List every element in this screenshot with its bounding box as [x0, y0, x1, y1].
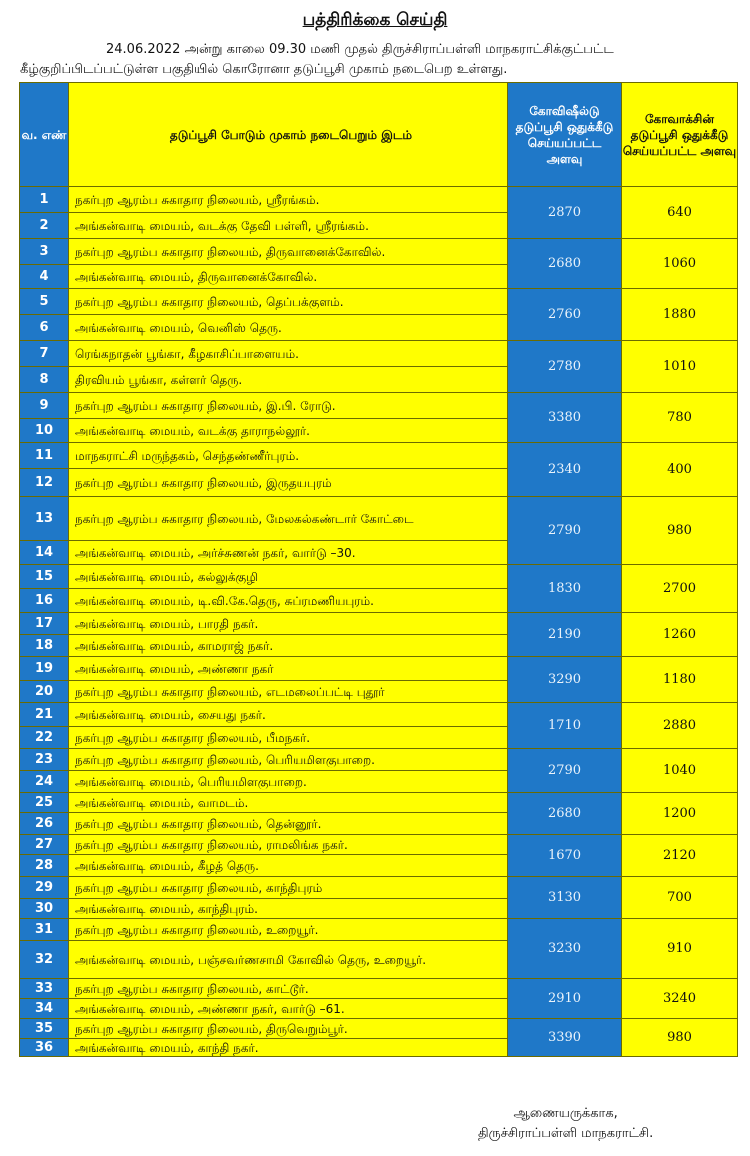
- row-serial-no: 3: [20, 239, 69, 265]
- row-camp-location: நகர்புற ஆரம்ப சுகாதார நிலையம், திருவானைக்கோவில்.: [69, 239, 508, 265]
- row-camp-location: அங்கன்வாடி மையம், திருவானைக்கோவில்.: [69, 265, 508, 289]
- row-serial-no: 10: [20, 419, 69, 443]
- signoff: [478, 1104, 653, 1144]
- row-serial-no: 11: [20, 443, 69, 469]
- row-serial-no: 23: [20, 749, 69, 771]
- row-serial-no: 9: [20, 393, 69, 419]
- table-row: [20, 565, 738, 589]
- row-camp-location: அங்கன்வாடி மையம், வெனிஸ் தெரு.: [69, 315, 508, 341]
- row-serial-no: 17: [20, 613, 69, 635]
- row-camp-location: நகர்புற ஆரம்ப சுகாதார நிலையம், ராமலிங்க நகர்.: [69, 835, 508, 855]
- row-camp-location: அங்கன்வாடி மையம், வடக்கு தாராநல்லூர்.: [69, 419, 508, 443]
- covaxin-allocation: 910: [622, 919, 738, 979]
- row-camp-location: அங்கன்வாடி மையம், காமராஜ் நகர்.: [69, 635, 508, 657]
- row-serial-no: 13: [20, 497, 69, 541]
- row-camp-location: நகர்புற ஆரம்ப சுகாதார நிலையம், பெரியமிளகுபாறை.: [69, 749, 508, 771]
- covishield-allocation: 2680: [508, 239, 622, 289]
- table-row: [20, 239, 738, 265]
- row-serial-no: 34: [20, 999, 69, 1019]
- row-serial-no: 25: [20, 793, 69, 813]
- covaxin-allocation: 980: [622, 497, 738, 565]
- header-covaxin-allocation: கோவாக்சின் தடுப்பூசி ஒதுக்கீடு செய்யப்பட்ட அளவு: [622, 83, 738, 187]
- table-row: [20, 919, 738, 941]
- row-camp-location: நகர்புற ஆரம்ப சுகாதார நிலையம், காந்திபுரம்: [69, 877, 508, 899]
- row-camp-location: அங்கன்வாடி மையம், காந்திபுரம்.: [69, 899, 508, 919]
- covishield-allocation: 1830: [508, 565, 622, 613]
- row-camp-location: அங்கன்வாடி மையம், டி.வி.கே.தெரு, சுப்ரமணியபுரம்.: [69, 589, 508, 613]
- row-camp-location: அங்கன்வாடி மையம், காந்தி நகர்.: [69, 1039, 508, 1057]
- table-row: [20, 835, 738, 855]
- header-camp-location: தடுப்பூசி போடும் முகாம் நடைபெறும் இடம்: [69, 83, 508, 187]
- table-row: [20, 749, 738, 771]
- row-camp-location: நகர்புற ஆரம்ப சுகாதார நிலையம், பீமநகர்.: [69, 727, 508, 749]
- covaxin-allocation: 1260: [622, 613, 738, 657]
- row-camp-location: அங்கன்வாடி மையம், பாரதி நகர்.: [69, 613, 508, 635]
- row-camp-location: அங்கன்வாடி மையம், வடக்கு தேவி பள்ளி, ஸ்ரீரங்கம்.: [69, 213, 508, 239]
- intro-line-2: கீழ்குறிப்பிடப்பட்டுள்ள பகுதியில் கொரோனா தடுப்பூசி முகாம் நடைபெற உள்ளது.: [20, 62, 508, 77]
- row-serial-no: 4: [20, 265, 69, 289]
- table-header-row: [20, 83, 738, 187]
- row-camp-location: நகர்புற ஆரம்ப சுகாதார நிலையம், உறையூர்.: [69, 919, 508, 941]
- row-serial-no: 5: [20, 289, 69, 315]
- covaxin-allocation: 780: [622, 393, 738, 443]
- covaxin-allocation: 3240: [622, 979, 738, 1019]
- row-camp-location: அங்கன்வாடி மையம், அண்ணா நகர்: [69, 657, 508, 681]
- covishield-allocation: 1670: [508, 835, 622, 877]
- row-camp-location: நகர்புற ஆரம்ப சுகாதார நிலையம், காட்டூர்.: [69, 979, 508, 999]
- covishield-allocation: 2190: [508, 613, 622, 657]
- row-serial-no: 7: [20, 341, 69, 367]
- row-serial-no: 22: [20, 727, 69, 749]
- table-row: [20, 793, 738, 813]
- row-serial-no: 36: [20, 1039, 69, 1057]
- row-serial-no: 27: [20, 835, 69, 855]
- covaxin-allocation: 400: [622, 443, 738, 497]
- covaxin-allocation: 1060: [622, 239, 738, 289]
- row-camp-location: அங்கன்வாடி மையம், கீழத் தெரு.: [69, 855, 508, 877]
- row-serial-no: 18: [20, 635, 69, 657]
- row-camp-location: நகர்புற ஆரம்ப சுகாதார நிலையம், இருதயபுரம்: [69, 469, 508, 497]
- row-serial-no: 30: [20, 899, 69, 919]
- header-covishield-allocation: கோவிஷீல்டு தடுப்பூசி ஒதுக்கீடு செய்யப்பட்ட அளவு: [508, 83, 622, 187]
- intro-line-1: 24.06.2022 அன்று காலை 09.30 மணி முதல் திருச்சிராப்பள்ளி மாநகராட்சிக்குட்பட்ட: [106, 42, 614, 57]
- table-row: [20, 393, 738, 419]
- covaxin-allocation: 1180: [622, 657, 738, 703]
- table-row: [20, 443, 738, 469]
- page-title: பத்திரிக்கை செய்தி: [302, 10, 448, 30]
- covishield-allocation: 2780: [508, 341, 622, 393]
- table-row: [20, 979, 738, 999]
- row-camp-location: நகர்புற ஆரம்ப சுகாதார நிலையம், எடமலைப்பட்டி புதூர்: [69, 681, 508, 703]
- row-serial-no: 35: [20, 1019, 69, 1039]
- table-row: [20, 341, 738, 367]
- covishield-allocation: 2790: [508, 497, 622, 565]
- row-camp-location: நகர்புற ஆரம்ப சுகாதார நிலையம், இ.பி. ரோடு.: [69, 393, 508, 419]
- row-camp-location: அங்கன்வாடி மையம், அர்ச்சுணன் நகர், வார்டு –30.: [69, 541, 508, 565]
- table-row: [20, 877, 738, 899]
- row-serial-no: 32: [20, 941, 69, 979]
- table-body: [20, 187, 738, 1057]
- row-serial-no: 19: [20, 657, 69, 681]
- table-row: [20, 703, 738, 727]
- covishield-allocation: 2680: [508, 793, 622, 835]
- row-camp-location: மாநகராட்சி மருந்தகம், செந்தண்ணீர்புரம்.: [69, 443, 508, 469]
- covishield-allocation: 2340: [508, 443, 622, 497]
- table-row: [20, 187, 738, 213]
- header-serial-no: வ. எண்: [20, 83, 69, 187]
- table-row: [20, 289, 738, 315]
- row-serial-no: 29: [20, 877, 69, 899]
- covaxin-allocation: 1200: [622, 793, 738, 835]
- row-serial-no: 33: [20, 979, 69, 999]
- row-serial-no: 8: [20, 367, 69, 393]
- row-camp-location: நகர்புற ஆரம்ப சுகாதார நிலையம், ஸ்ரீரங்கம்.: [69, 187, 508, 213]
- covaxin-allocation: 700: [622, 877, 738, 919]
- covaxin-allocation: 2700: [622, 565, 738, 613]
- row-serial-no: 21: [20, 703, 69, 727]
- covishield-allocation: 2910: [508, 979, 622, 1019]
- row-serial-no: 14: [20, 541, 69, 565]
- vaccination-camp-table: [19, 82, 738, 1057]
- intro-paragraph: [20, 40, 735, 80]
- covishield-allocation: 3130: [508, 877, 622, 919]
- row-serial-no: 26: [20, 813, 69, 835]
- covishield-allocation: 2870: [508, 187, 622, 239]
- covaxin-allocation: 2120: [622, 835, 738, 877]
- row-camp-location: அங்கன்வாடி மையம், பெரியமிளகுபாறை.: [69, 771, 508, 793]
- row-camp-location: திரவியம் பூங்கா, கள்ளர் தெரு.: [69, 367, 508, 393]
- row-serial-no: 15: [20, 565, 69, 589]
- covaxin-allocation: 1880: [622, 289, 738, 341]
- covaxin-allocation: 980: [622, 1019, 738, 1057]
- row-serial-no: 12: [20, 469, 69, 497]
- covaxin-allocation: 1010: [622, 341, 738, 393]
- row-camp-location: நகர்புற ஆரம்ப சுகாதார நிலையம், திருவெறும்பூர்.: [69, 1019, 508, 1039]
- covishield-allocation: 3290: [508, 657, 622, 703]
- row-camp-location: அங்கன்வாடி மையம், அண்ணா நகர், வார்டு –61.: [69, 999, 508, 1019]
- covaxin-allocation: 1040: [622, 749, 738, 793]
- signoff-line-2: திருச்சிராப்பள்ளி மாநகராட்சி.: [478, 1126, 654, 1141]
- covaxin-allocation: 640: [622, 187, 738, 239]
- row-serial-no: 6: [20, 315, 69, 341]
- covishield-allocation: 2790: [508, 749, 622, 793]
- row-serial-no: 28: [20, 855, 69, 877]
- table-row: [20, 657, 738, 681]
- row-camp-location: அங்கன்வாடி மையம், வாமடம்.: [69, 793, 508, 813]
- row-camp-location: நகர்புற ஆரம்ப சுகாதார நிலையம், மேலகல்கண்டார் கோட்டை: [69, 497, 508, 541]
- row-camp-location: அங்கன்வாடி மையம், பஞ்சவர்ணசாமி கோவில் தெரு, உறையூர்.: [69, 941, 508, 979]
- covishield-allocation: 3380: [508, 393, 622, 443]
- table-row: [20, 613, 738, 635]
- row-camp-location: அங்கன்வாடி மையம், சையது நகர்.: [69, 703, 508, 727]
- row-camp-location: ரெங்கநாதன் பூங்கா, கீழகாசிப்பாளையம்.: [69, 341, 508, 367]
- row-camp-location: நகர்புற ஆரம்ப சுகாதார நிலையம், தென்னூர்.: [69, 813, 508, 835]
- covishield-allocation: 2760: [508, 289, 622, 341]
- covishield-allocation: 1710: [508, 703, 622, 749]
- table-row: [20, 1019, 738, 1039]
- covishield-allocation: 3230: [508, 919, 622, 979]
- table-row: [20, 497, 738, 541]
- row-serial-no: 20: [20, 681, 69, 703]
- row-serial-no: 16: [20, 589, 69, 613]
- row-camp-location: அங்கன்வாடி மையம், கல்லுக்குழி: [69, 565, 508, 589]
- row-camp-location: நகர்புற ஆரம்ப சுகாதார நிலையம், தெப்பக்குளம்.: [69, 289, 508, 315]
- row-serial-no: 1: [20, 187, 69, 213]
- row-serial-no: 24: [20, 771, 69, 793]
- row-serial-no: 2: [20, 213, 69, 239]
- covishield-allocation: 3390: [508, 1019, 622, 1057]
- signoff-line-1: ஆணையருக்காக,: [513, 1106, 618, 1121]
- covaxin-allocation: 2880: [622, 703, 738, 749]
- row-serial-no: 31: [20, 919, 69, 941]
